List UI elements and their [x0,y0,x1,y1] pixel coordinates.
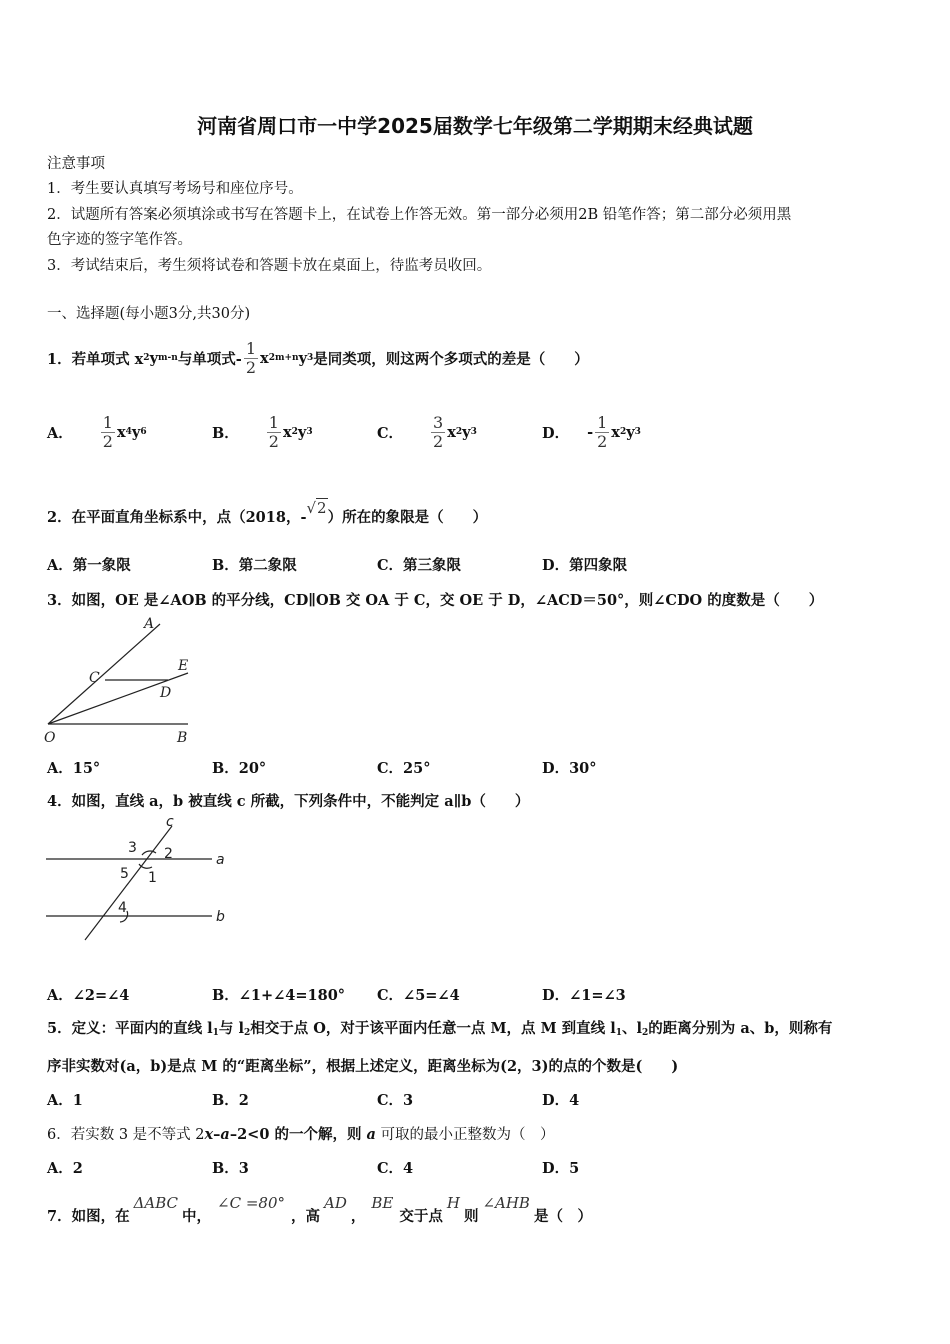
angle-3-label: 3 [128,840,137,856]
notice-heading: 注意事项 [47,156,105,172]
q1-exp: 3 [307,353,314,363]
label-e: E [178,658,189,674]
q1-text: x [260,349,269,367]
label-c: C [89,670,100,686]
angle-2-label: 2 [164,846,173,862]
sqrt-symbol: √2 [306,499,327,517]
question-3: 3．如图，OE 是∠AOB 的平分线，CD∥OB 交 OA 于 C，交 OE 于 D，∠ACD＝50°，则∠CDO 的度数是（ ） [47,592,824,609]
label-a: a [216,852,225,868]
notice-item-2: 2．试题所有答案必须填涂或书写在答题卡上，在试卷上作答无效。第一部分必须用2B 铅笔作答；第二部分必须用黑 [47,207,792,223]
angle-4-label: 4 [118,900,127,916]
angle-arc [142,851,156,855]
page-title: 河南省周口市一中学2025届数学七年级第二学期期末经典试题 [197,114,753,138]
question-6: 6．若实数 3 是不等式 2x–a–2<0 的一个解，则 a 可取的最小正整数为（ ） [47,1126,555,1143]
q3-option-b[interactable]: B．20° [212,760,267,777]
q5-option-b[interactable]: B．2 [212,1092,249,1109]
q1-text: y [298,349,307,367]
notice-item-2-cont: 色字迹的签字笔作答。 [47,232,192,248]
q1-option-c[interactable]: C． $\frac{3}{2}$ x 2 y 3 [377,412,477,451]
question-5-cont: 序非实数对(a，b)是点 M 的“距离坐标”，根据上述定义，距离坐标为(2，3)的点的个数是( ) [47,1058,679,1075]
q6-option-d[interactable]: D．5 [542,1160,580,1177]
q1-text: 是同类项，则这两个多项式的差是（ ） [313,350,589,368]
q1-text: 与单项式- [177,350,242,368]
label-a: A [144,616,155,632]
q5-option-c[interactable]: C．3 [377,1092,414,1109]
q2-option-c[interactable]: C．第三象限 [377,557,462,574]
q1-exp: 2 [143,353,150,363]
q2-option-b[interactable]: B．第二象限 [212,557,297,574]
angle-1-label: 1 [148,870,157,886]
question-1 [47,332,589,384]
q1-option-b[interactable]: B． $\frac{1}{2}$ x 2 y 3 [212,412,313,451]
q4-option-a[interactable]: A．∠2=∠4 [47,987,130,1004]
label-c: c [166,814,174,830]
q2-option-d[interactable]: D．第四象限 [542,557,628,574]
question-4: 4．如图，直线 a，b 被直线 c 所截，下列条件中，不能判定 a∥b（ ） [47,793,530,810]
q1-exp: 2m+n [268,353,299,363]
q1-text: 1．若单项式 x [47,350,144,368]
ray-oa [48,624,160,724]
q6-option-c[interactable]: C．4 [377,1160,414,1177]
angle-5-label: 5 [120,866,129,882]
question-2: 2．在平面直角坐标系中，点（2018，- √2 ）所在的象限是（ ） [47,499,488,526]
q2-option-a[interactable]: A．第一象限 [47,557,131,574]
q1-option-d[interactable]: D． - $\frac{1}{2}$ x 2 y 3 [542,412,641,451]
q5-option-a[interactable]: A．1 [47,1092,83,1109]
q4-option-c[interactable]: C．∠5=∠4 [377,987,460,1004]
label-o: O [44,730,56,746]
notice-item-3: 3．考试结束后，考生须将试卷和答题卡放在桌面上，待监考员收回。 [47,258,492,274]
question-7: 7．如图，在 ΔABC 中， ∠C =80° ，高 AD ， BE 交于点 H 则 ∠AHB 是（ ） [47,1194,592,1225]
notice-item-1: 1．考生要认真填写考场号和座位序号。 [47,181,303,197]
q3-option-d[interactable]: D．30° [542,760,597,777]
q3-figure [40,612,200,747]
q4-option-b[interactable]: B．∠1+∠4=180° [212,987,346,1004]
q4-figure [40,812,240,947]
q5-option-d[interactable]: D．4 [542,1092,580,1109]
label-b: b [216,909,225,925]
q4-option-d[interactable]: D．∠1=∠3 [542,987,626,1004]
q1-option-a[interactable]: A． $\frac{1}{2}$ x 4 y 6 [47,412,147,451]
q1-fraction: $\frac{1}{2}$ [245,338,257,377]
section-heading: 一、选择题(每小题3分,共30分) [47,306,251,322]
q3-option-a[interactable]: A．15° [47,760,101,777]
label-d: D [160,685,172,701]
q6-option-a[interactable]: A．2 [47,1160,83,1177]
q1-text: y [149,349,158,367]
q3-option-c[interactable]: C．25° [377,760,431,777]
question-5: 5．定义：平面内的直线 $l_1$与 $l_2$相交于点 O，对于该平面内任意一点 M，点 M 到直线 $l_1$、$l_2$的距离分别为 a、b，则称有 [47,1020,833,1038]
q1-exp: m-n [158,353,178,363]
label-b: B [177,730,188,746]
q6-option-b[interactable]: B．3 [212,1160,249,1177]
